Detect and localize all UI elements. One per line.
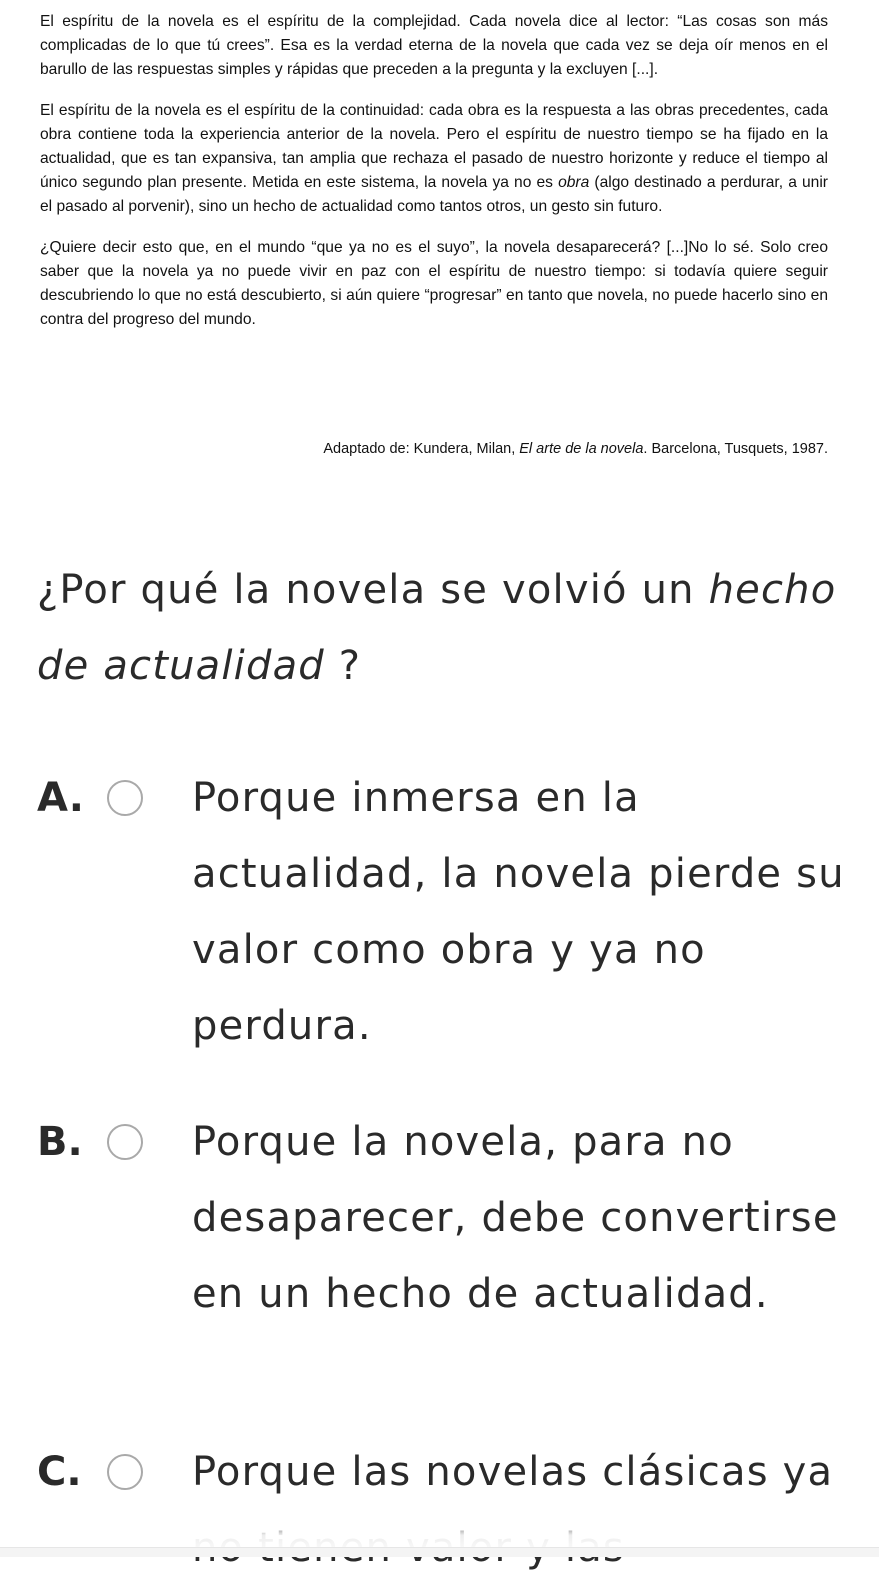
passage-paragraph: El espíritu de la novela es el espíritu de la complejidad. Cada novela dice al lector: “Las cosas son más complicadas de lo que tú crees”. Esa es la verdad eterna de la novela que cada vez se deja oír menos en el barullo de las respuestas simples y rápidas que preceden a la pregunta y la excluyen [...].	[40, 13, 828, 78]
passage-text: El espíritu de la novela es el espíritu de la continuidad: cada obra es la respuesta a las obras precedentes, cada obra contiene toda la experiencia anterior de la novela. Pero el espíritu de nuestro tiempo se ha fijado en la actualidad, que es tan expansiva, tan amplia que rechaza el pasado de nuestro horizonte y reduce el tiempo al único segundo plan presente. Metida en este sistema, la novela ya no es	[40, 102, 828, 191]
option-letter: A.	[37, 775, 84, 821]
passage-paragraph: ¿Quiere decir esto que, en el mundo “que ya no es el suyo”, la novela desaparecerá? [...]No lo sé. Solo creo saber que la novela ya no puede vivir en paz con el espíritu de nuestro tiempo: si todavía quiere seguir descubriendo lo que no está descubierto, si aún quiere “progresar” en tanto que novela, no puede hacerlo sino en contra del progreso del mundo.	[40, 239, 828, 328]
option-letter: C.	[37, 1449, 82, 1495]
citation-suffix: . Barcelona, Tusquets, 1987.	[643, 441, 828, 457]
question-text: ¿Por qué la novela se volvió un	[37, 567, 709, 613]
passage-emphasis: obra	[558, 174, 590, 191]
option-text: Porque la novela, para no desaparecer, debe convertirse en un hecho de actualidad.	[192, 1119, 839, 1317]
option-text: Porque inmersa en la actualidad, la novela pierde su valor como obra y ya no perdura.	[192, 775, 845, 1049]
question-prompt	[37, 552, 837, 704]
question-end: ?	[324, 643, 362, 689]
option-text: Porque las novelas clásicas ya	[192, 1449, 834, 1495]
citation-prefix: Adaptado de: Kundera, Milan,	[323, 441, 520, 457]
passage-paragraph	[40, 99, 828, 219]
passage-text: (algo destinado a perdurar, a unir el pasado al porvenir), sino un hecho de actualidad como tantos otros, un gesto sin futuro.	[40, 174, 828, 215]
radio-button-b[interactable]	[107, 1124, 143, 1160]
reading-passage	[40, 10, 828, 349]
source-citation	[323, 438, 828, 460]
question-emphasis: hecho de actualidad	[37, 567, 837, 689]
radio-button-c[interactable]	[107, 1454, 143, 1490]
citation-book-title: El arte de la novela	[519, 441, 644, 457]
option-letter: B.	[37, 1119, 83, 1165]
radio-button-a[interactable]	[107, 780, 143, 816]
